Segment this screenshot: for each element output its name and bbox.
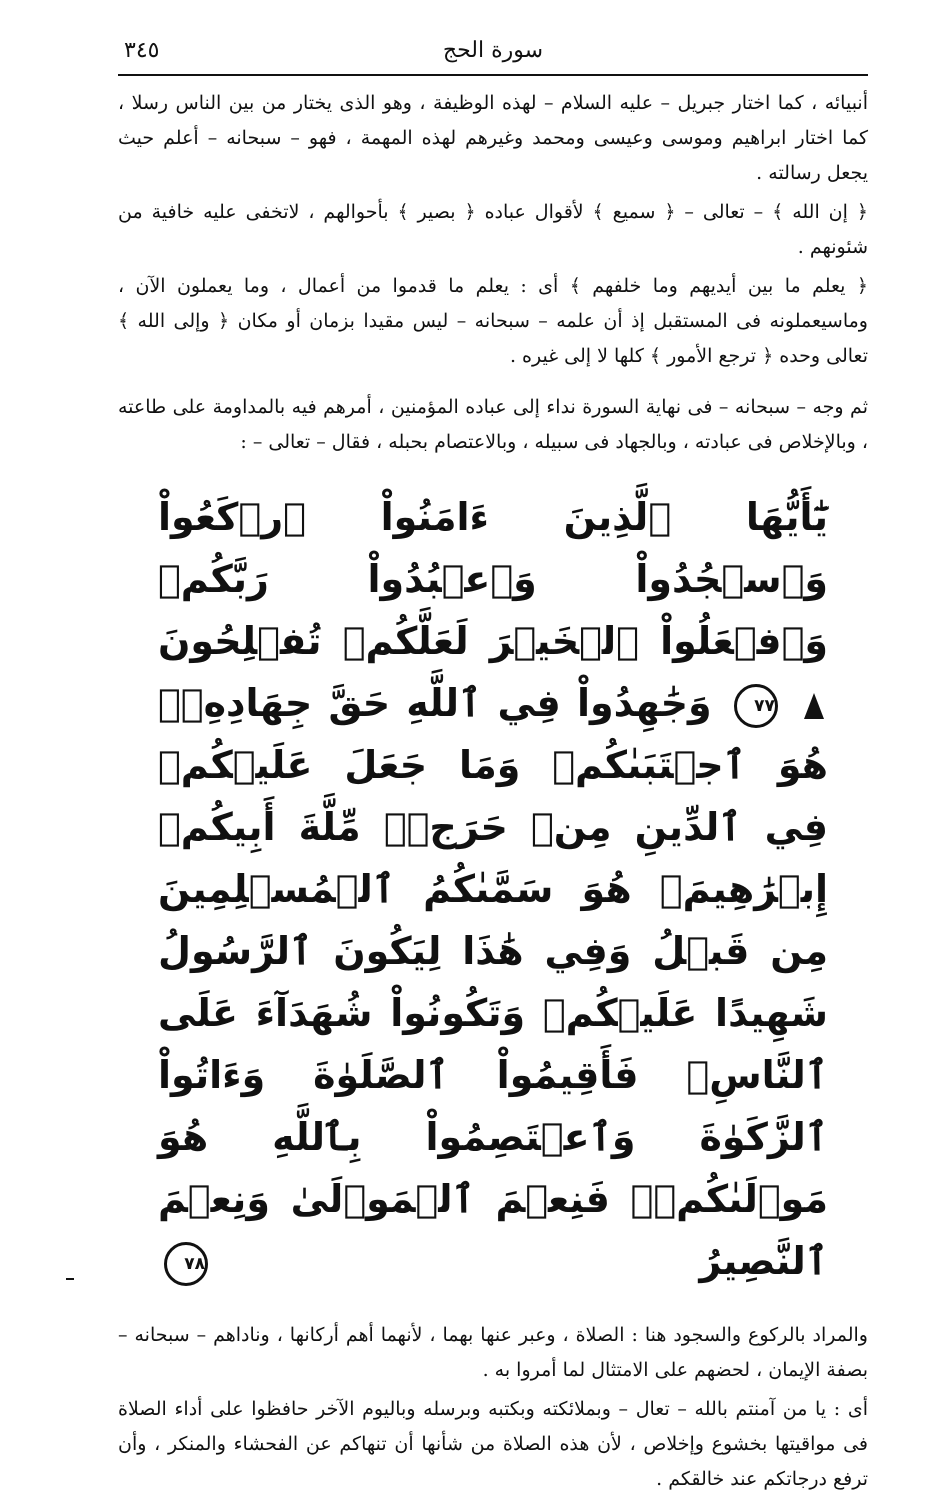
page-header	[118, 30, 868, 76]
paragraph-2: ﴿ إن الله ﴾ – تعالى – ﴿ سميع ﴾ لأقوال عباده ﴿ بصير ﴾ بأحوالهم ، لاتخفى عليه خافية من شئونهم .	[118, 201, 868, 258]
paragraph-3: ﴿ يعلم ما بين أيديهم وما خلفهم ﴾ أى : يعلم ما قدموا من أعمال ، وما يعملون الآن ، وماسيعملونه فى المستقبل إذ أن علمه – سبحانه – ليس مقيدا بزمان أو مكان ﴿ وإلى الله ﴾ تعالى وحده ﴿ ترجع الأمور ﴾ كلها لا إلى غيره .	[118, 275, 868, 367]
ayah-number-78: ٧٨	[164, 1242, 208, 1286]
surah-title: سورة الحج	[442, 38, 544, 63]
quran-verse-78: وَجَٰهِدُواْ فِي ٱللَّهِ حَقَّ جِهَادِهِۦۚ هُوَ ٱجۡتَبَىٰكُمۡ وَمَا جَعَلَ عَلَيۡكُمۡ فِي ٱلدِّينِ مِنۡ حَرَجٖۚ مِّلَّةَ أَبِيكُمۡ إِبۡرَٰهِيمَۚ هُوَ سَمَّىٰكُمُ ٱلۡمُسۡلِمِينَ مِن قَبۡلُ وَفِي هَٰذَا لِيَكُونَ ٱلرَّسُولُ شَهِيدًا عَلَيۡكُمۡ وَتَكُونُواْ شُهَدَآءَ عَلَى ٱلنَّاسِۚ فَأَقِيمُواْ ٱلصَّلَوٰةَ وَءَاتُواْ ٱلزَّكَوٰةَ وَٱعۡتَصِمُواْ بِٱللَّهِ هُوَ مَوۡلَىٰكُمۡۖ فَنِعۡمَ ٱلۡمَوۡلَىٰ وَنِعۡمَ ٱلنَّصِيرُ	[158, 681, 828, 1283]
page-number: ٣٤٥	[124, 38, 160, 63]
paragraph-1: أنبيائه ، كما اختار جبريل – عليه السلام – لهذه الوظيفة ، وهو الذى يختار من بين الناس رسلا ، كما اختار ابراهيم وموسى وعيسى ومحمد وغيرهم لهذه المهمة ، فهو – سبحانه – أعلم حيث يجعل رسالته .	[118, 92, 868, 184]
paragraph-6: أى : يا من آمنتم بالله – تعال – وبملائكته وبكتبه وبرسله وباليوم الآخر حافظوا على أداء الصلاة فى مواقيتها بخشوع وإخلاص ، لأن هذه الصلاة من شأنها أن تنهاكم عن الفحشاء والمنكر ، وأن ترفع درجاتكم عند خالقكم .	[118, 1398, 868, 1490]
paragraph-5: والمراد بالركوع والسجود هنا : الصلاة ، وعبر عنها بهما ، لأنهما أهم أركانها ، وناداهم – سبحانه – بصفة الإيمان ، لحضهم على الامتثال لما أمروا به .	[118, 1324, 868, 1381]
sajda-icon	[804, 693, 824, 719]
quran-verse-77: يَٰٓأَيُّهَا ٱلَّذِينَ ءَامَنُواْ ٱرۡكَعُواْ وَٱسۡجُدُواْ وَٱعۡبُدُواْ رَبَّكُمۡ وَٱفۡعَلُواْ ٱلۡخَيۡرَ لَعَلَّكُمۡ تُفۡلِحُونَ	[158, 495, 828, 663]
page-corner-mark	[66, 1278, 74, 1280]
ayah-number-77: ٧٧	[734, 684, 778, 728]
quran-verses-block	[158, 486, 828, 1292]
book-page	[118, 30, 868, 1490]
paragraph-4: ثم وجه – سبحانه – فى نهاية السورة نداء إلى عباده المؤمنين ، أمرهم فيه بالمداومة على طاعته ، وبالإخلاص فى عبادته ، وبالجهاد فى سبيله ، وبالاعتصام بحبله ، فقال – تعالى – :	[118, 396, 868, 453]
